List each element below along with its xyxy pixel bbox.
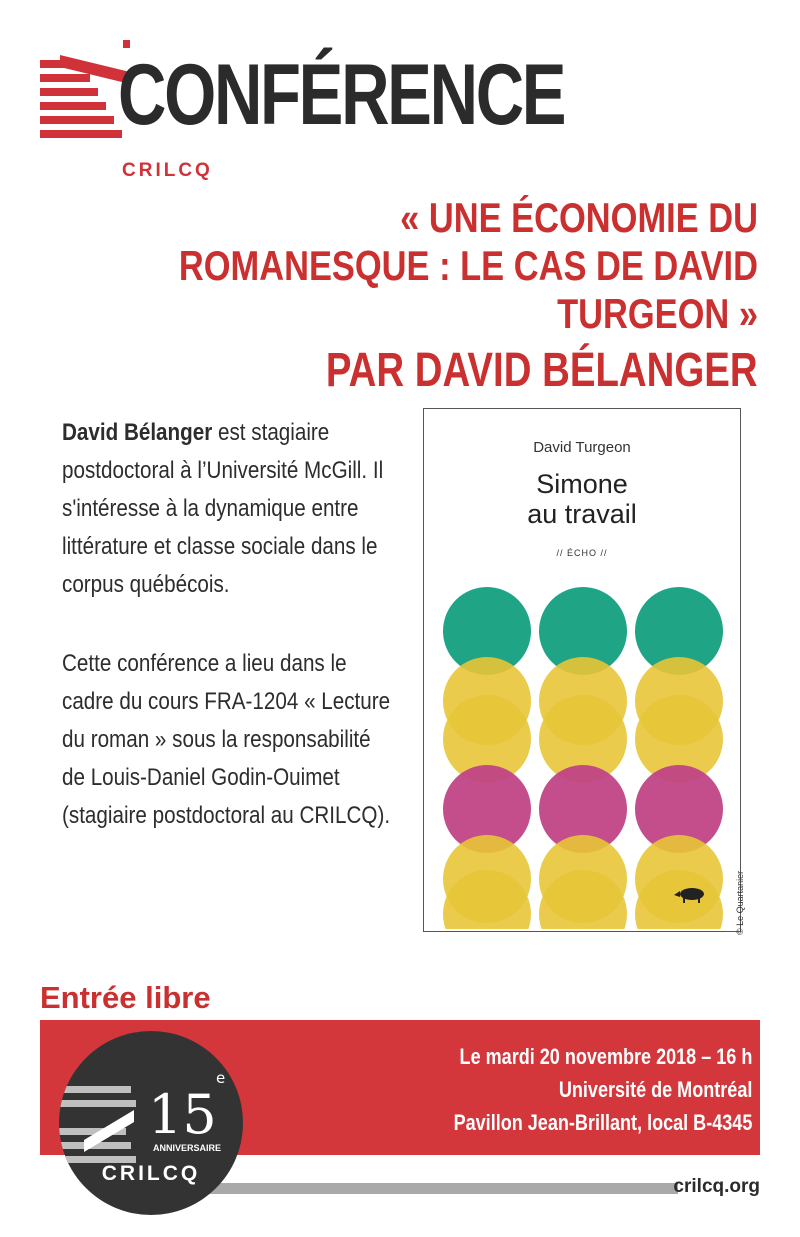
logo-wordmark: CONFÉRENCE [118, 47, 565, 143]
anniversary-badge [56, 1028, 246, 1218]
overlaps [443, 657, 721, 675]
event-room: Pavillon Jean-Brillant, local B-4345 [453, 1110, 752, 1135]
crilcq-logo-bars-icon [40, 40, 130, 140]
book-title [424, 469, 740, 529]
badge-number: 15 [148, 1083, 217, 1146]
speaker-bio [62, 414, 397, 604]
website-link[interactable]: crilcq.org [673, 1176, 760, 1197]
event-info [453, 1040, 752, 1139]
photo-credit: © Le Quartanier [735, 870, 745, 935]
book-title-line2: au travail [527, 499, 637, 529]
logo-subtitle: CRILCQ [122, 160, 213, 181]
book-cover [423, 408, 741, 932]
badge-org: CRILCQ [101, 1162, 201, 1185]
event-place: Université de Montréal [558, 1077, 752, 1102]
event-date: Le mardi 20 novembre 2018 – 16 h [459, 1044, 752, 1069]
talk-title: « UNE ÉCONOMIE DU ROMANESQUE : LE CAS DE DAVID TURGEON » [178, 194, 758, 337]
bio-text: est stagiaire postdoctoral à l’Université McGill. Il s'intéresse à la dynamique entre littérature et classe sociale dans le corpus québécois. [62, 419, 384, 598]
badge-label: ANNIVERSAIRE [153, 1143, 222, 1153]
book-collection: // ÉCHO // [556, 548, 608, 558]
book-title-line1: Simone [536, 469, 628, 499]
bio-name: David Bélanger [62, 419, 213, 446]
circle-column-1 [443, 587, 531, 929]
book-circle-pattern [424, 559, 740, 929]
speaker-name: PAR DAVID BÉLANGER [326, 344, 758, 397]
book-author: David Turgeon [533, 439, 631, 456]
circle-column-3 [635, 587, 723, 929]
circle-column-2 [539, 587, 627, 929]
entry-free: Entrée libre [40, 980, 211, 1015]
context-paragraph: Cette conférence a lieu dans le cadre du cours FRA-1204 « Lecture du roman » sous la responsabilité de Louis-Daniel Godin-Ouimet (stagiaire postdoctoral au CRILCQ). [62, 650, 391, 829]
badge-sup: e [216, 1069, 226, 1087]
